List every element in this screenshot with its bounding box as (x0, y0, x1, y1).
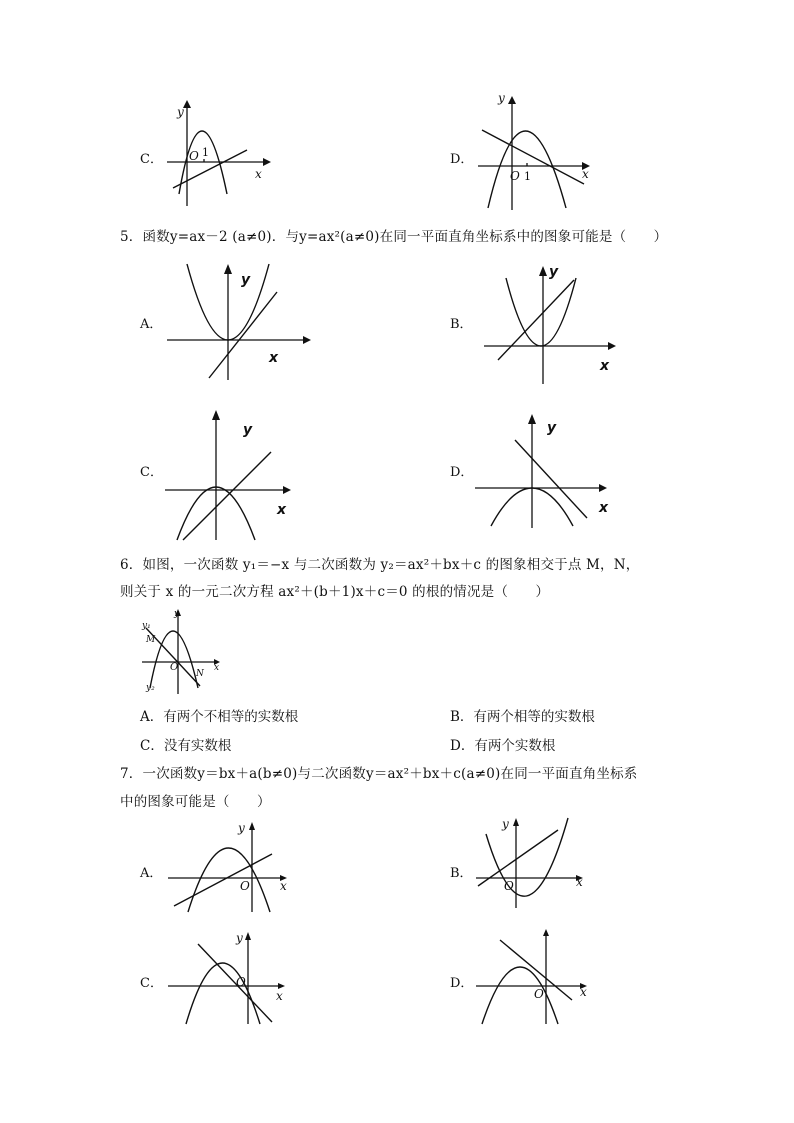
series-label-y1: y₁ (142, 621, 151, 631)
tick-label-1: 1 (202, 146, 209, 159)
q5-graph-c (165, 408, 295, 542)
y-axis-label: y (236, 931, 243, 945)
option-d-label: D． (450, 976, 474, 991)
q6-choice-d[interactable]: D．有两个实数根 (450, 738, 556, 754)
option-a-label: A． (140, 317, 163, 332)
y-axis-label: y (177, 105, 184, 119)
q7-graph-c (168, 930, 292, 1026)
option-b-label: B． (450, 317, 473, 332)
q5-graph-d (475, 412, 615, 530)
point-label-m: M (146, 635, 156, 645)
option-b-label: B． (450, 866, 473, 881)
x-axis-label: x (276, 989, 283, 1003)
q5-stem: 5．函数y=ax－2 (a≠0)．与y=ax²(a≠0)在同一平面直角坐标系中的图象可能是（ ） (120, 229, 668, 245)
q6-choice-a[interactable]: A．有两个不相等的实数根 (140, 709, 299, 725)
x-axis-label: x (255, 167, 262, 181)
x-axis-label: x (599, 500, 609, 516)
q4-graph-c (165, 98, 275, 208)
origin-label: O (236, 975, 246, 989)
option-c-label: C． (140, 465, 163, 480)
tick-label-1: 1 (524, 170, 531, 183)
q7-graph-b (474, 816, 594, 912)
option-d-label: D． (450, 465, 474, 480)
q7-graph-a (168, 820, 294, 914)
x-axis-label: x (280, 879, 287, 893)
point-label-n: N (196, 669, 204, 679)
origin-label: O (534, 987, 544, 1001)
q4-graph-d (476, 92, 594, 212)
option-a-label: A． (140, 866, 163, 881)
x-axis-label: x (580, 985, 587, 999)
q7-stem-line1: 7．一次函数y＝bx＋a(b≠0)与二次函数y＝ax²＋bx＋c(a≠0)在同一平面直角坐标系 (120, 766, 638, 782)
q6-choice-b[interactable]: B．有两个相等的实数根 (450, 709, 595, 725)
y-axis-label: y (174, 609, 180, 619)
y-axis-label: y (241, 272, 251, 288)
x-axis-label: x (277, 502, 287, 518)
y-axis-label: y (549, 264, 559, 280)
x-axis-label: x (269, 350, 279, 366)
q6-stem-line2: 则关于 x 的一元二次方程 ax²＋(b＋1)x＋c＝0 的根的情况是（ ） (120, 584, 550, 600)
origin-label: O (510, 169, 520, 183)
origin-label: O (240, 879, 250, 893)
series-label-y2: y₂ (146, 683, 155, 693)
q5-graph-b (482, 264, 622, 386)
y-axis-label: y (547, 420, 557, 436)
option-c-label: C． (140, 976, 163, 991)
origin-label: O (170, 662, 179, 673)
x-axis-label: x (214, 663, 220, 673)
q7-stem-line2: 中的图象可能是（ ） (120, 794, 271, 810)
q7-graph-d (474, 930, 594, 1026)
y-axis-label: y (238, 821, 245, 835)
q5-graph-a (165, 262, 315, 382)
option-d-label: D． (450, 152, 474, 167)
x-axis-label: x (600, 358, 610, 374)
origin-label: O (504, 879, 514, 893)
x-axis-label: x (576, 875, 583, 889)
origin-label: O (189, 149, 199, 163)
q6-graph (140, 606, 226, 698)
x-axis-label: x (582, 167, 589, 181)
q6-choice-c[interactable]: C．没有实数根 (140, 738, 232, 754)
q6-stem-line1: 6．如图，一次函数 y₁＝−x 与二次函数为 y₂＝ax²＋bx＋c 的图象相交于点 M，N， (120, 557, 640, 573)
y-axis-label: y (502, 817, 509, 831)
option-c-label: C． (140, 152, 163, 167)
y-axis-label: y (243, 422, 253, 438)
y-axis-label: y (498, 91, 505, 105)
